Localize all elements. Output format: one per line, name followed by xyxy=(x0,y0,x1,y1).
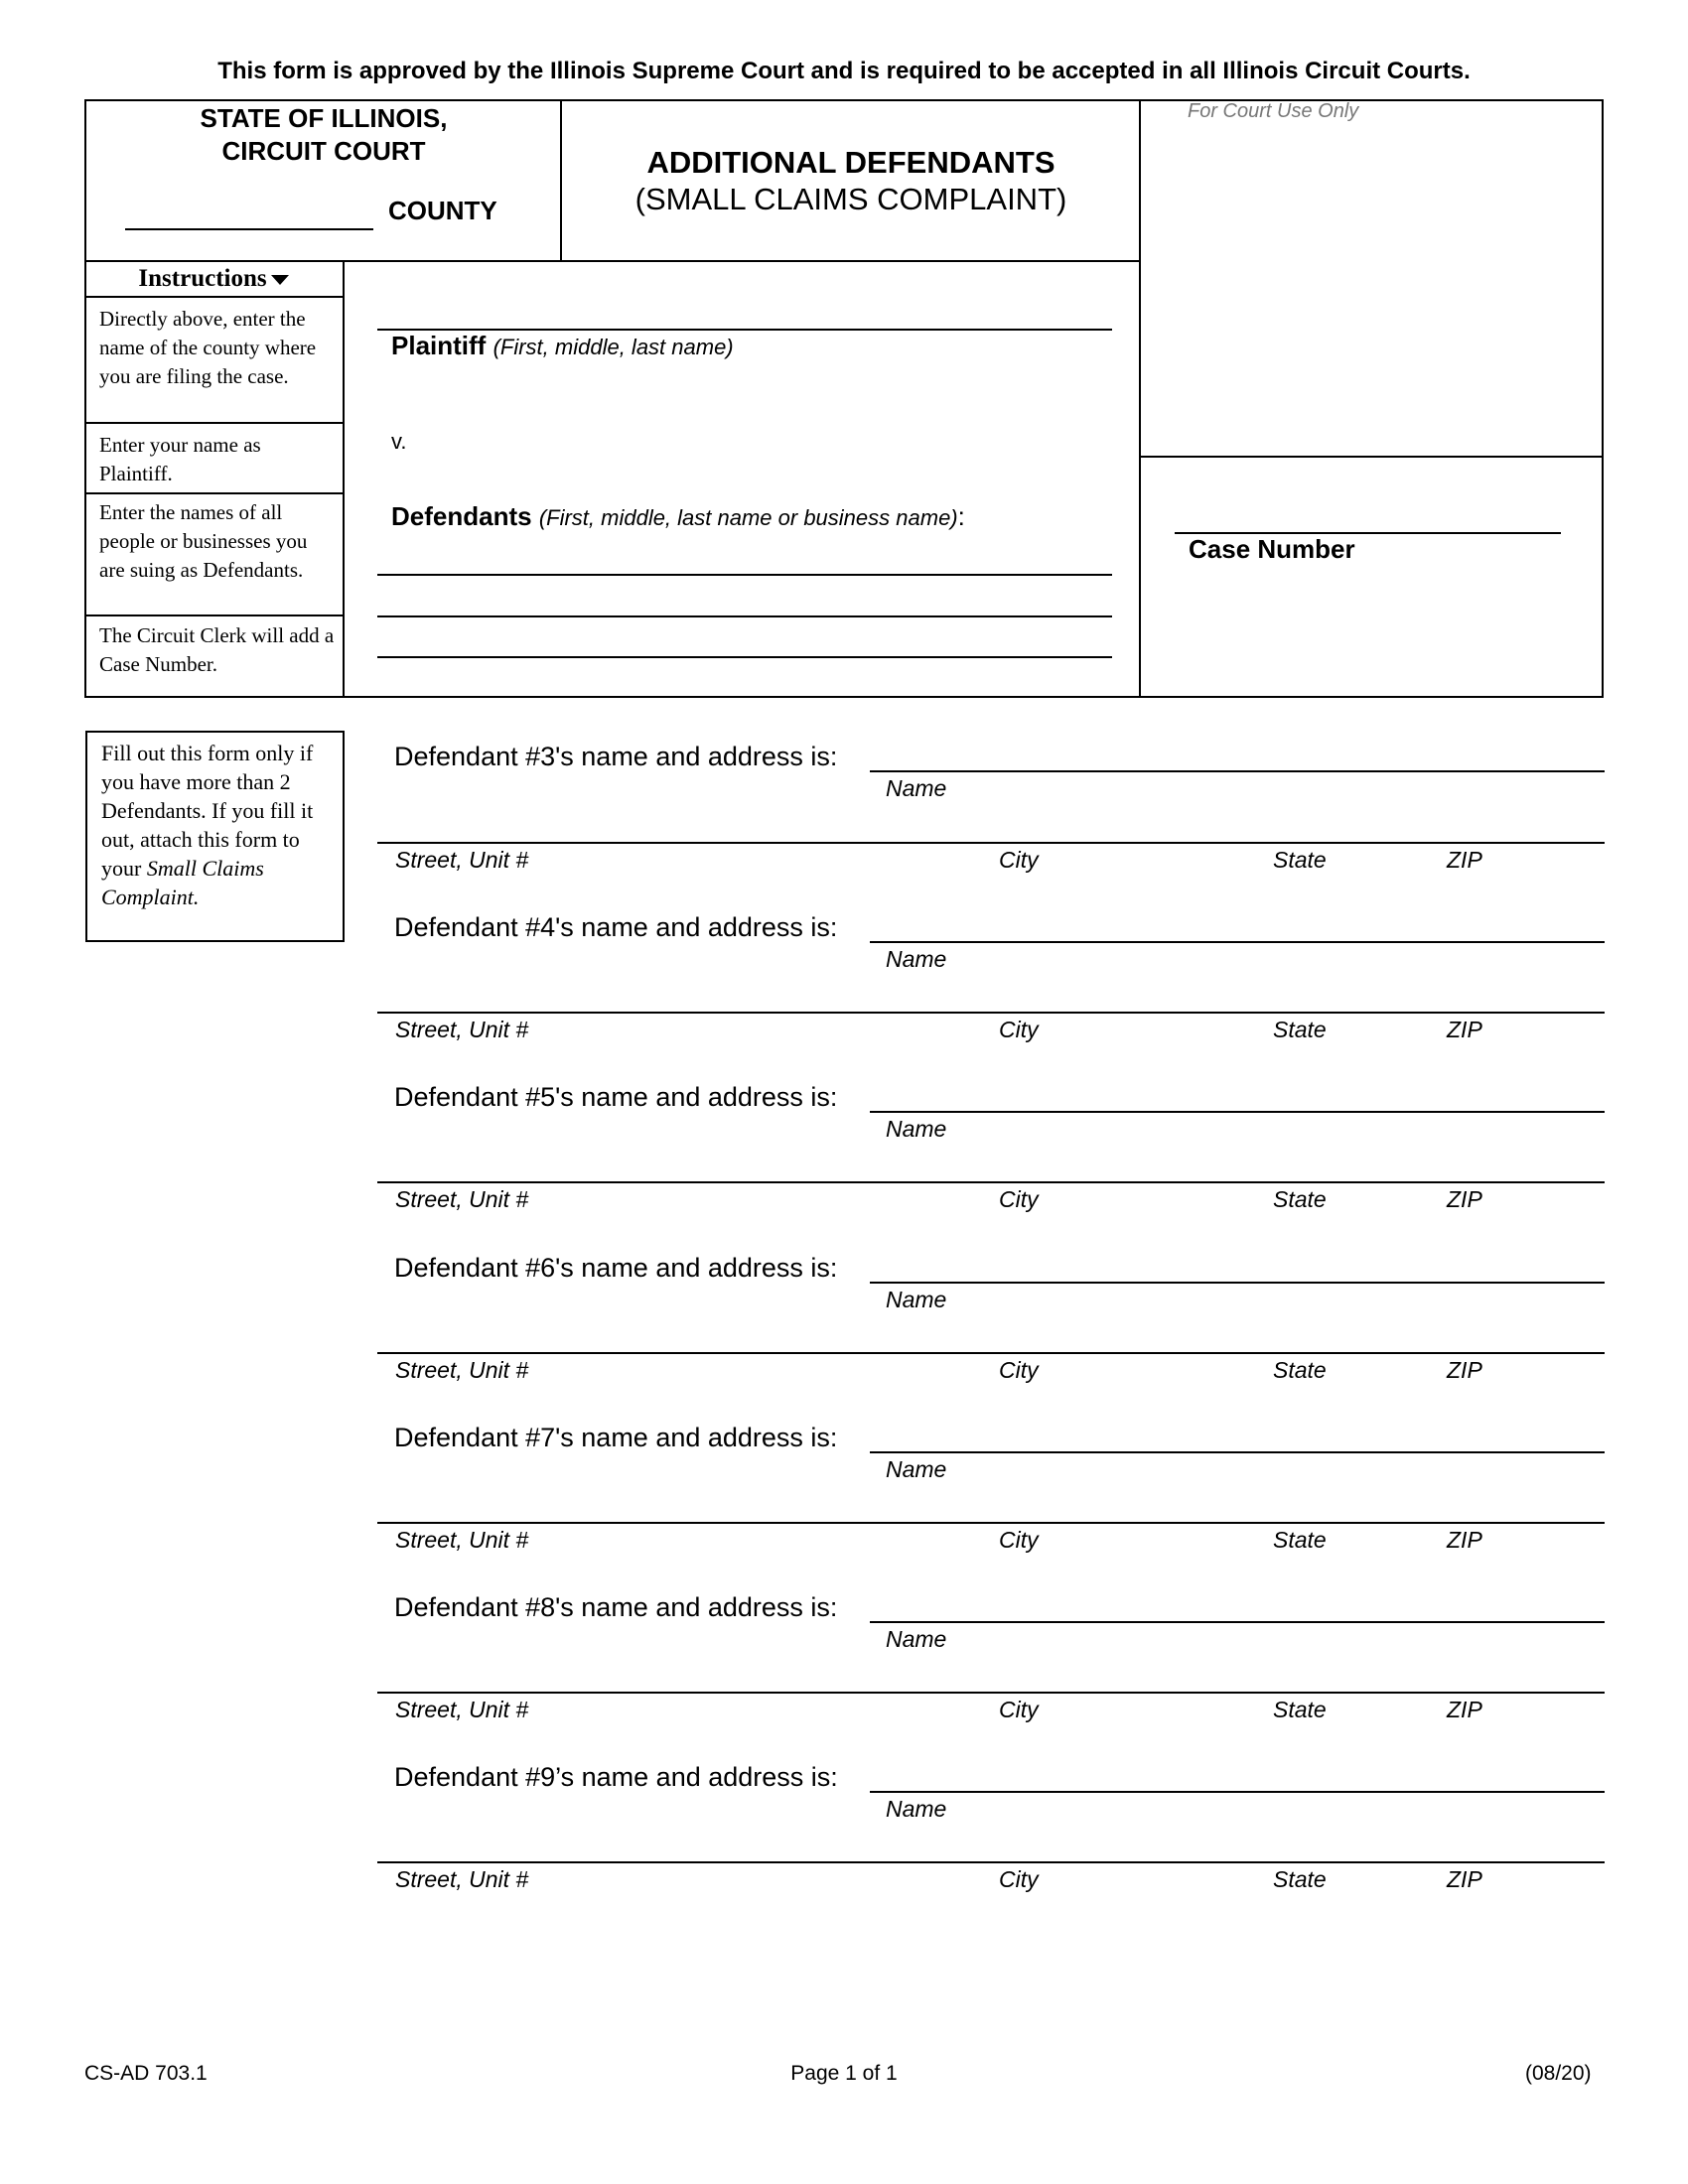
street-caption: Street, Unit # xyxy=(395,1697,529,1722)
divider xyxy=(84,296,344,298)
defendants-hint: (First, middle, last name or business name) xyxy=(538,505,958,530)
state-caption: State xyxy=(1273,1017,1327,1042)
instructions-heading xyxy=(85,265,342,293)
city-caption: City xyxy=(999,847,1039,873)
defendant-address-field[interactable] xyxy=(377,1522,1605,1524)
defendant-name-field[interactable] xyxy=(870,1282,1605,1284)
court-heading xyxy=(86,102,561,168)
defendant-address-field[interactable] xyxy=(377,842,1605,844)
plaintiff-hint: (First, middle, last name) xyxy=(492,335,734,359)
name-caption: Name xyxy=(886,1626,947,1652)
divider xyxy=(84,614,344,616)
defendants-colon: : xyxy=(957,501,965,531)
instruction-item: Enter the names of all people or businesses you are suing as Defendants. xyxy=(99,500,308,582)
divider xyxy=(1139,99,1141,698)
form-title: ADDITIONAL DEFENDANTS xyxy=(646,145,1055,180)
side-note-text: Fill out this form only if you have more than 2 Defendants. If you fill it out, attach this form to your xyxy=(101,741,314,881)
zip-caption: ZIP xyxy=(1447,1017,1482,1042)
street-caption: Street, Unit # xyxy=(395,1017,529,1042)
county-label: COUNTY xyxy=(388,196,497,225)
state-caption: State xyxy=(1273,1357,1327,1383)
defendant-input-line[interactable] xyxy=(377,656,1112,658)
street-caption: Street, Unit # xyxy=(395,1527,529,1553)
instruction-item: Enter your name as Plaintiff. xyxy=(99,433,261,485)
instructions-title: Instructions xyxy=(138,265,267,292)
form-subtitle: (SMALL CLAIMS COMPLAINT) xyxy=(634,182,1067,216)
divider xyxy=(343,260,345,698)
defendant-heading: Defendant #6's name and address is: xyxy=(394,1253,838,1283)
county-input-line[interactable] xyxy=(125,228,373,230)
defendant-input-line[interactable] xyxy=(377,615,1112,617)
defendant-address-field[interactable] xyxy=(377,1352,1605,1354)
zip-caption: ZIP xyxy=(1447,847,1482,873)
page-number: Page 1 of 1 xyxy=(790,2062,898,2085)
state-caption: State xyxy=(1273,847,1327,873)
defendant-name-field[interactable] xyxy=(870,1621,1605,1623)
defendant-address-field[interactable] xyxy=(377,1181,1605,1183)
defendant-address-field[interactable] xyxy=(377,1012,1605,1014)
city-caption: City xyxy=(999,1186,1039,1212)
divider xyxy=(84,422,344,424)
state-caption: State xyxy=(1273,1697,1327,1722)
street-caption: Street, Unit # xyxy=(395,1186,529,1212)
zip-caption: ZIP xyxy=(1447,1186,1482,1212)
defendant-name-field[interactable] xyxy=(870,770,1605,772)
zip-caption: ZIP xyxy=(1447,1527,1482,1553)
divider xyxy=(84,260,1140,262)
plaintiff-label xyxy=(391,331,734,361)
city-caption: City xyxy=(999,1697,1039,1722)
defendants-label xyxy=(391,501,965,532)
defendant-input-line[interactable] xyxy=(377,574,1112,576)
zip-caption: ZIP xyxy=(1447,1357,1482,1383)
revision-date: (08/20) xyxy=(1525,2062,1592,2085)
zip-caption: ZIP xyxy=(1447,1866,1482,1892)
side-note-italic: Small Claims Complaint. xyxy=(101,856,264,909)
caret-down-icon xyxy=(271,275,289,285)
zip-caption: ZIP xyxy=(1447,1697,1482,1722)
instruction-item: Directly above, enter the name of the county where you are filing the case. xyxy=(99,307,317,388)
defendant-address-field[interactable] xyxy=(377,1861,1605,1863)
city-caption: City xyxy=(999,1357,1039,1383)
name-caption: Name xyxy=(886,946,947,972)
street-caption: Street, Unit # xyxy=(395,1357,529,1383)
defendant-name-field[interactable] xyxy=(870,941,1605,943)
side-note xyxy=(101,739,340,911)
name-caption: Name xyxy=(886,1116,947,1142)
state-caption: State xyxy=(1273,1866,1327,1892)
versus-label: v. xyxy=(391,429,407,454)
street-caption: Street, Unit # xyxy=(395,847,529,873)
name-caption: Name xyxy=(886,1796,947,1822)
city-caption: City xyxy=(999,1017,1039,1042)
defendant-heading: Defendant #8's name and address is: xyxy=(394,1592,838,1622)
case-number-label: Case Number xyxy=(1189,534,1355,564)
court-line: CIRCUIT COURT xyxy=(221,136,426,166)
approval-notice: This form is approved by the Illinois Supreme Court and is required to be accepted in all Illinois Circuit Courts. xyxy=(217,58,1471,84)
street-caption: Street, Unit # xyxy=(395,1866,529,1892)
defendant-heading: Defendant #3's name and address is: xyxy=(394,742,838,771)
defendant-heading: Defendant #4's name and address is: xyxy=(394,912,838,942)
defendant-name-field[interactable] xyxy=(870,1791,1605,1793)
court-use-label: For Court Use Only xyxy=(1188,100,1359,122)
name-caption: Name xyxy=(886,775,947,801)
state-caption: State xyxy=(1273,1186,1327,1212)
defendant-heading: Defendant #5's name and address is: xyxy=(394,1082,838,1112)
defendant-address-field[interactable] xyxy=(377,1692,1605,1694)
name-caption: Name xyxy=(886,1456,947,1482)
state-caption: State xyxy=(1273,1527,1327,1553)
defendant-name-field[interactable] xyxy=(870,1111,1605,1113)
city-caption: City xyxy=(999,1866,1039,1892)
plaintiff-label-text: Plaintiff xyxy=(391,331,487,360)
defendants-label-text: Defendants xyxy=(391,501,532,531)
instruction-item: The Circuit Clerk will add a Case Number. xyxy=(99,623,335,676)
defendant-name-field[interactable] xyxy=(870,1451,1605,1453)
form-code: CS-AD 703.1 xyxy=(84,2062,208,2085)
divider xyxy=(1139,456,1604,458)
defendant-heading: Defendant #7's name and address is: xyxy=(394,1423,838,1452)
name-caption: Name xyxy=(886,1287,947,1312)
city-caption: City xyxy=(999,1527,1039,1553)
divider xyxy=(84,492,344,494)
state-line: STATE OF ILLINOIS, xyxy=(200,103,448,133)
defendant-heading: Defendant #9’s name and address is: xyxy=(394,1762,838,1792)
